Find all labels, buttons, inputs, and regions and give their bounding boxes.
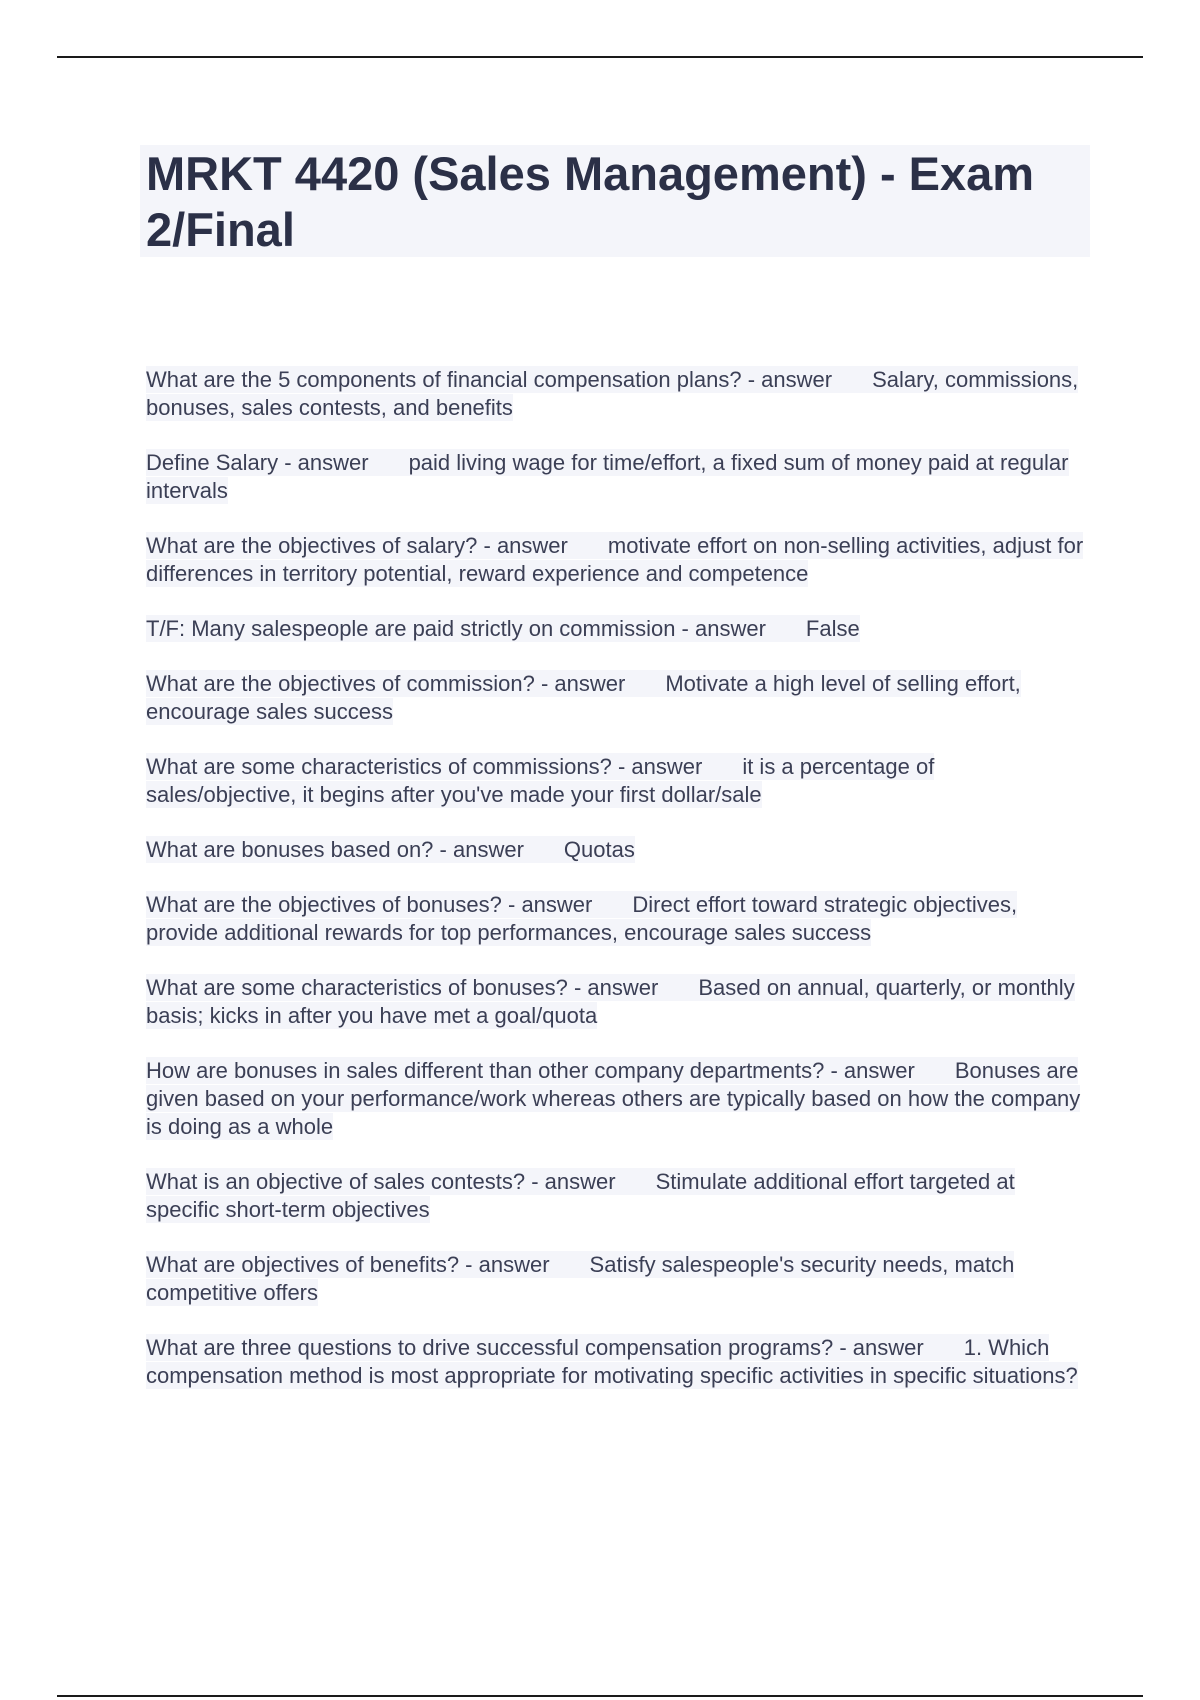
qa-item xyxy=(146,1251,1090,1307)
qa-list xyxy=(146,366,1090,1417)
qa-item xyxy=(146,615,1090,643)
answer-separator: - answer xyxy=(567,975,659,1000)
qa-item xyxy=(146,1334,1090,1390)
answer-separator: - answer xyxy=(459,1252,550,1277)
answer-separator: - answer xyxy=(278,450,369,475)
answer-text: Motivate a high level of selling effort, encourage sales success xyxy=(146,671,1021,724)
question-text: What are the 5 components of financial compensation plans? xyxy=(146,367,742,392)
answer-text: paid living wage for time/effort, a fixed sum of money paid at regular intervals xyxy=(146,450,1069,503)
answer-separator: - answer xyxy=(433,837,524,862)
qa-item xyxy=(146,1057,1090,1141)
top-rule xyxy=(57,56,1143,58)
question-text: What are some characteristics of commissions? xyxy=(146,754,612,779)
answer-text: it is a percentage of sales/objective, it begins after you've made your first dollar/sale xyxy=(146,754,935,807)
question-text: How are bonuses in sales different than other company departments? xyxy=(146,1058,825,1083)
question-text: What are bonuses based on? xyxy=(146,837,434,862)
bottom-rule xyxy=(57,1695,1143,1697)
answer-text: Direct effort toward strategic objectives, provide additional rewards for top performances, encourage sales success xyxy=(146,892,1018,945)
document-title: MRKT 4420 (Sales Management) - Exam 2/Final xyxy=(146,147,1035,256)
answer-text: Stimulate additional effort targeted at specific short-term objectives xyxy=(146,1169,1015,1222)
answer-separator: - answer xyxy=(833,1335,924,1360)
answer-text: Based on annual, quarterly, or monthly basis; kicks in after you have met a goal/quota xyxy=(146,975,1075,1028)
answer-separator: - answer xyxy=(477,533,568,558)
answer-text: Satisfy salespeople's security needs, match competitive offers xyxy=(146,1252,1015,1305)
qa-item xyxy=(146,1168,1090,1224)
question-text: T/F: Many salespeople are paid strictly on commission xyxy=(146,616,676,641)
qa-item xyxy=(146,891,1090,947)
answer-text: False xyxy=(805,616,860,641)
qa-item xyxy=(146,449,1090,505)
answer-separator: - answer xyxy=(824,1058,915,1083)
answer-separator: - answer xyxy=(675,616,766,641)
qa-item xyxy=(146,670,1090,726)
qa-item xyxy=(146,974,1090,1030)
question-text: What is an objective of sales contests? xyxy=(146,1169,526,1194)
answer-text: Quotas xyxy=(563,837,635,862)
question-text: What are the objectives of commission? xyxy=(146,671,535,696)
answer-separator: - answer xyxy=(525,1169,616,1194)
qa-item xyxy=(146,366,1090,422)
question-text: What are objectives of benefits? xyxy=(146,1252,460,1277)
answer-text: Salary, commissions, bonuses, sales contests, and benefits xyxy=(146,367,1079,420)
answer-separator: - answer xyxy=(741,367,833,392)
question-text: What are the objectives of salary? xyxy=(146,533,478,558)
question-text: What are the objectives of bonuses? xyxy=(146,892,502,917)
question-text: Define Salary xyxy=(146,450,279,475)
answer-separator: - answer xyxy=(534,671,626,696)
answer-separator: - answer xyxy=(611,754,703,779)
question-text: What are some characteristics of bonuses? xyxy=(146,975,568,1000)
qa-item xyxy=(146,753,1090,809)
answer-text: motivate effort on non-selling activities, adjust for differences in territory potential, reward experience and competence xyxy=(146,533,1084,586)
answer-text: 1. Which compensation method is most appropriate for motivating specific activities in specific situations? xyxy=(146,1335,1078,1388)
question-text: What are three questions to drive successful compensation programs? xyxy=(146,1335,834,1360)
qa-item xyxy=(146,532,1090,588)
answer-separator: - answer xyxy=(501,892,593,917)
qa-item xyxy=(146,836,1090,864)
answer-text: Bonuses are given based on your performance/work whereas others are typically based on how the company is doing as a whole xyxy=(146,1058,1081,1139)
